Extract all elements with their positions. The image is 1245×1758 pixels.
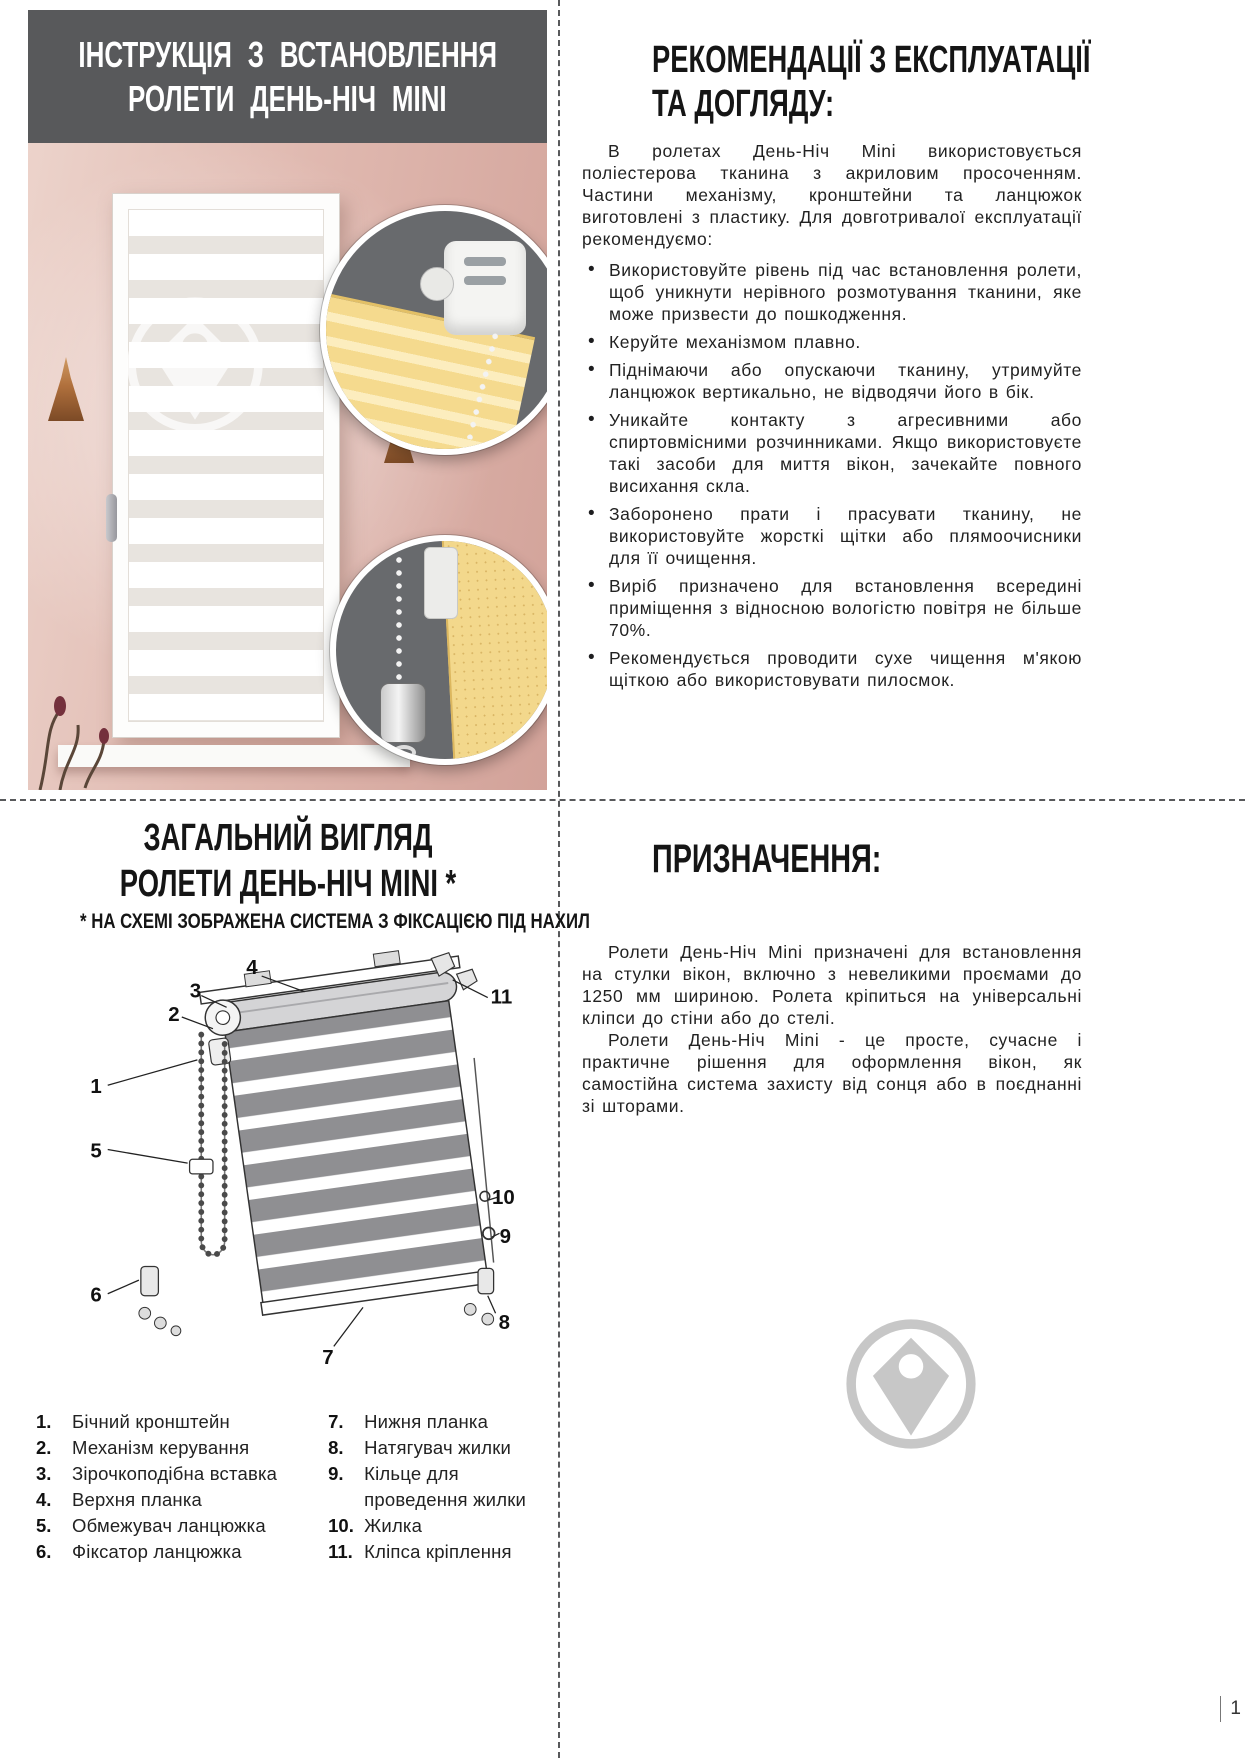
- callout-11: 11: [490, 985, 513, 1009]
- purpose-title: [582, 835, 1082, 883]
- legend-number: 9.: [328, 1463, 344, 1484]
- mechanism-slot: [464, 257, 506, 266]
- legend-label: Кільце для проведення жилки: [364, 1463, 527, 1510]
- legend-item: [36, 1513, 304, 1539]
- watermark-logo: [843, 1316, 979, 1452]
- overview-title-line1: ЗАГАЛЬНИЙ ВИГЛЯД: [143, 817, 433, 859]
- legend-label: Верхня планка: [72, 1489, 203, 1510]
- callout-9: 9: [499, 1225, 512, 1249]
- care-bullet-list: [582, 259, 1082, 691]
- legend-label: Зірочкоподібна вставка: [72, 1463, 278, 1484]
- parts-legend: [28, 1409, 548, 1565]
- care-bullet: • Уникайте контакту з агресивними або спиртовмісними розчинниками. Якщо використовуєте такі засоби для миття вікон, зачекайте повного висихання скла.: [582, 409, 1082, 497]
- wall-lamp-left: [48, 357, 84, 421]
- blind-diagram: [48, 941, 528, 1399]
- legend-label: Обмежувач ланцюжка: [72, 1515, 266, 1536]
- care-bullet: • Піднімаючи або опускаючи тканину, утримуйте ланцюжок вертикально, не відводячи його в бік.: [582, 359, 1082, 403]
- legend-label: Бічний кронштейн: [72, 1411, 230, 1432]
- care-bullet: • Рекомендується проводити сухе чищення м'якою щіткою або використовувати пилосмок.: [582, 647, 1082, 691]
- inset-white-part: [424, 547, 458, 619]
- legend-item: [36, 1487, 304, 1513]
- callout-8: 8: [498, 1310, 511, 1334]
- legend-item: [328, 1513, 548, 1539]
- legend-number: 6.: [36, 1541, 52, 1562]
- callout-2: 2: [168, 1002, 180, 1026]
- overview-section: [28, 815, 590, 1565]
- inset-fixator-closeup: [330, 535, 547, 765]
- care-title-line1: РЕКОМЕНДАЦІЇ З ЕКСПЛУАТАЦІЇ: [652, 39, 1091, 81]
- horizontal-divider: [0, 799, 1245, 801]
- purpose-paragraph-1: Ролети День-Ніч Mini призначені для встановлення на стулки вікон, включно з невеликими проємами до 1250 мм шириною. Ролета кріпиться на універсальні кліпси до стіни або до стелі.: [582, 942, 1082, 1028]
- care-bullet: • Виріб призначено для встановлення всередині приміщення з відносною вологістю повітря не більше 70%.: [582, 575, 1082, 641]
- window-handle: [106, 494, 117, 542]
- plant-decoration: [30, 670, 120, 790]
- purpose-section: [582, 835, 1082, 1117]
- callout-1: 1: [90, 1075, 102, 1099]
- callout-3: 3: [189, 979, 202, 1003]
- legend-number: 4.: [36, 1489, 52, 1510]
- inset-control-mechanism: [444, 241, 526, 335]
- overview-note: * НА СХЕМІ ЗОБРАЖЕНА СИСТЕМА З ФІКСАЦІЄЮ ПІД НАХИЛ: [80, 910, 590, 933]
- purpose-title-text: ПРИЗНАЧЕННЯ:: [652, 837, 882, 881]
- callout-5: 5: [90, 1139, 102, 1163]
- legend-number: 10.: [328, 1515, 354, 1536]
- installation-header-band: [28, 10, 547, 143]
- legend-number: 5.: [36, 1515, 52, 1536]
- diagram-chain-fixator: [141, 1266, 159, 1295]
- legend-label: Механізм керування: [72, 1437, 250, 1458]
- legend-label: Кліпса кріплення: [364, 1541, 512, 1562]
- diagram-screw: [139, 1307, 151, 1319]
- diagram-cord-ring: [483, 1227, 495, 1239]
- legend-number: 3.: [36, 1463, 52, 1484]
- chain-ring: [392, 745, 416, 760]
- diagram-side-bracket: [208, 1038, 231, 1066]
- installation-section: [28, 10, 547, 790]
- diagram-screw: [154, 1317, 166, 1329]
- installation-photo: [28, 143, 547, 790]
- legend-label: Нижня планка: [364, 1411, 489, 1432]
- legend-number: 2.: [36, 1437, 52, 1458]
- callout-6: 6: [90, 1283, 102, 1307]
- legend-column-left: [36, 1409, 304, 1565]
- legend-item: [328, 1435, 548, 1461]
- mechanism-cap: [420, 267, 454, 301]
- legend-item: [328, 1409, 548, 1435]
- purpose-paragraph-2: Ролети День-Ніч Mini - це просте, сучасне і практичне рішення для оформлення вікон, як самостійна система захисту від сонця або в поєднанні зі шторами.: [582, 1030, 1082, 1116]
- callout-10: 10: [491, 1186, 515, 1210]
- legend-column-right: [328, 1409, 548, 1565]
- care-bullet: • Керуйте механізмом плавно.: [582, 331, 1082, 353]
- diagram-screw: [482, 1313, 494, 1325]
- diagram-chain-beads: [201, 1035, 224, 1255]
- diagram-line-tensioner: [478, 1268, 494, 1293]
- watermark-logo-photo: [123, 293, 267, 437]
- care-section: [582, 38, 1091, 697]
- legend-number: 7.: [328, 1411, 344, 1432]
- care-intro: В ролетах День-Ніч Mini використовується поліестерова тканина з акриловим просоченням. Частини механізму, кронштейни та ланцюжок виготовлені з пластику. Для довготривалої експлуатації рекомендуємо:: [582, 141, 1082, 249]
- diagram-screw: [171, 1326, 181, 1336]
- day-night-blind: [128, 209, 324, 722]
- inset-mechanism-closeup: [320, 205, 547, 455]
- bead-chain: [394, 541, 405, 691]
- legend-item: [328, 1539, 548, 1565]
- chain-fixator-metal: [380, 683, 426, 743]
- vertical-divider: [558, 0, 560, 1758]
- diagram-chain-limiter: [190, 1159, 213, 1174]
- legend-number: 11.: [328, 1541, 353, 1562]
- callout-4: 4: [246, 956, 258, 980]
- window-with-blind: [112, 193, 340, 738]
- diagram-screw: [464, 1304, 476, 1316]
- installation-title-line1: ІНСТРУКЦІЯ З ВСТАНОВЛЕННЯ: [78, 33, 497, 75]
- legend-item: [328, 1461, 548, 1513]
- legend-item: [36, 1409, 304, 1435]
- legend-label: Жилка: [364, 1515, 423, 1536]
- installation-title-line2: РОЛЕТИ ДЕНЬ-НІЧ MINI: [128, 77, 447, 119]
- purpose-text: [582, 941, 1082, 1117]
- diagram-fabric: [225, 1001, 487, 1305]
- care-bullet: • Заборонено прати і прасувати тканину, не використовуйте жорсткі щітки або плямоочисники для її очищення.: [582, 503, 1082, 569]
- legend-label: Натягувач жилки: [364, 1437, 512, 1458]
- legend-item: [36, 1539, 304, 1565]
- legend-item: [36, 1461, 304, 1487]
- care-title-line2: ТА ДОГЛЯДУ:: [652, 83, 835, 125]
- mechanism-slot: [464, 276, 506, 285]
- overview-title-line2: РОЛЕТИ ДЕНЬ-НІЧ MINI *: [119, 863, 457, 905]
- callout-7: 7: [322, 1345, 334, 1369]
- legend-item: [36, 1435, 304, 1461]
- care-bullet: • Використовуйте рівень під час встановлення ролети, щоб уникнути нерівного розмотування тканини, яке може призвести до пошкодження.: [582, 259, 1082, 325]
- page-number: 1: [1220, 1696, 1241, 1722]
- care-title: [582, 38, 1091, 126]
- diagram-chain-cord: [201, 1035, 224, 1255]
- legend-label: Фіксатор ланцюжка: [72, 1541, 242, 1562]
- legend-number: 1.: [36, 1411, 52, 1432]
- legend-number: 8.: [328, 1437, 344, 1458]
- overview-title: [28, 815, 548, 907]
